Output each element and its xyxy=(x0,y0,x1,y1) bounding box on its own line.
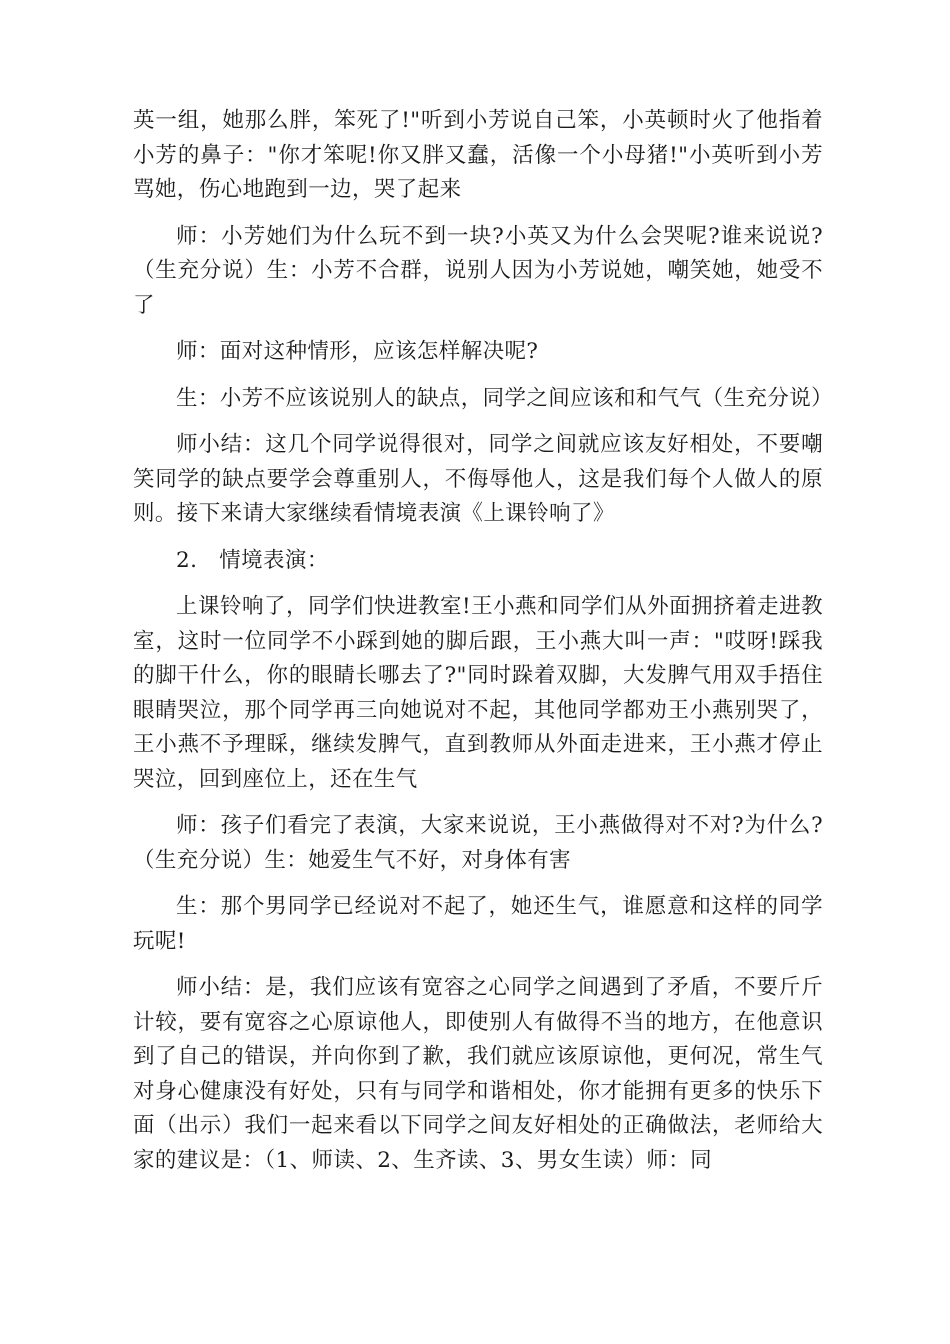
document-page xyxy=(133,104,834,1190)
paragraph-3: 师：面对这种情形，应该怎样解决呢? xyxy=(176,339,539,364)
paragraph-5: 师小结：这几个同学说得很对，同学之间就应该友好相处，不要嘲笑同学的缺点要学会尊重别人，不侮辱他人，这是我们每个人做人的原则。接下来请大家继续看情境表演《上课铃响了》 xyxy=(133,432,823,526)
paragraph-1: 英一组，她那么胖，笨死了!"听到小芳说自己笨，小英顿时火了他指着小芳的鼻子："你才笨呢!你又胖又蠢，活像一个小母猪!"小英听到小芳骂她，伤心地跑到一边，哭了起来 xyxy=(133,108,823,202)
paragraph-2: 师：小芳她们为什么玩不到一块?小英又为什么会哭呢?谁来说说?（生充分说）生：小芳不合群，说别人因为小芳说她，嘲笑她，她受不了 xyxy=(133,223,823,318)
paragraph-9: 生：那个男同学已经说对不起了，她还生气，谁愿意和这样的同学玩呢! xyxy=(133,894,823,954)
paragraph-4: 生：小芳不应该说别人的缺点，同学之间应该和和气气（生充分说） xyxy=(176,385,834,411)
paragraph-8: 师：孩子们看完了表演，大家来说说，王小燕做得对不对?为什么?（生充分说）生：她爱生气不好，对身体有害 xyxy=(133,813,823,873)
section-heading-situation-play: 2. 情境表演： xyxy=(176,547,329,573)
paragraph-7: 上课铃响了，同学们快进教室!王小燕和同学们从外面拥挤着走进教室，这时一位同学不小踩到她的脚后跟，王小燕大叫一声："哎呀!踩我的脚干什么，你的眼睛长哪去了?"同时跺着双脚，大发脾气用双手捂住眼睛哭泣，那个同学再三向她说对不起，其他同学都劝王小燕别哭了，王小燕不予理睬，继续发脾气，直到教师从外面走进来，王小燕才停止哭泣，回到座位上，还在生气 xyxy=(133,594,823,792)
paragraph-10: 师小结：是，我们应该有宽容之心同学之间遇到了矛盾，不要斤斤计较，要有宽容之心原谅他人，即使别人有做得不当的地方，在他意识到了自己的错误，并向你到了歉，我们就应该原谅他，更何况，常生气对身心健康没有好处，只有与同学和谐相处，你才能拥有更多的快乐下面（出示）我们一起来看以下同学之间友好相处的正确做法，老师给大家的建议是：（1、师读、2、生齐读、3、男女生读）师：同 xyxy=(133,975,823,1173)
